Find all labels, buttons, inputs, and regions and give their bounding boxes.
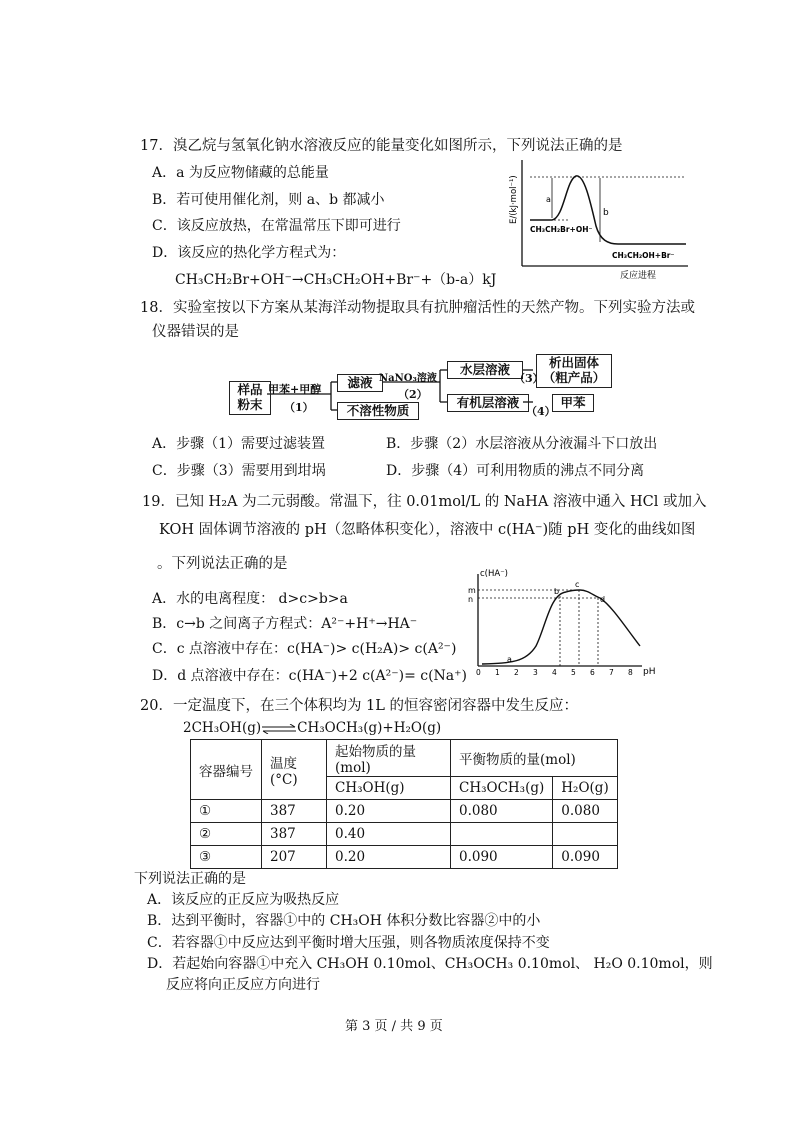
equilibrium-arrow-icon: [261, 724, 297, 734]
ph-tick-label: 5: [571, 668, 576, 677]
q20-option-d-cont: 反应将向正反应方向进行: [166, 977, 320, 993]
ph-tick-label: 7: [609, 668, 614, 677]
q20-option-c: C．若容器①中反应达到平衡时增大压强，则各物质浓度保持不变: [147, 935, 550, 951]
q20-option-d: D．若起始向容器①中充入 CH₃OH 0.10mol、CH₃OCH₃ 0.10mol、 H₂O 0.10mol，则: [147, 956, 713, 972]
cell: ②: [191, 823, 262, 846]
flow-solid-1: 析出固体: [548, 355, 599, 370]
table-row: [191, 800, 618, 823]
ph-tick-label: 8: [628, 668, 633, 677]
q17-option-b: B．若可使用催化剂，则 a、b 都减小: [152, 192, 385, 208]
q17-equation: CH₃CH₂Br+OH⁻→CH₃CH₂OH+Br⁻+（b-a）kJ: [175, 272, 497, 288]
cell: 387: [262, 823, 327, 846]
flow-step4: （4）: [526, 405, 556, 418]
q18-option-d: D．步骤（4）可利用物质的沸点不同分离: [386, 463, 645, 479]
q17-product: CH₃CH₂OH+Br⁻: [612, 251, 675, 260]
flow-aqueous: 水层溶液: [447, 361, 523, 379]
th-h2o: H₂O(g): [553, 777, 617, 800]
q17-option-a: A．a 为反应物储藏的总能量: [152, 165, 329, 181]
q17-ylabel: E/(kJ·mol⁻¹): [509, 175, 519, 224]
ph-tick-label: 2: [514, 668, 519, 677]
flow-reagent2: NaNO₃溶液: [379, 373, 437, 384]
q18-option-c: C．步骤（3）需要用到坩埚: [152, 463, 326, 479]
q17-option-d: D．该反应的热化学方程式为：: [152, 245, 346, 261]
th-ch3och3: CH₃OCH₃(g): [451, 777, 553, 800]
cell: 0.090: [553, 846, 617, 869]
th-temperature: 温度(°C): [262, 740, 327, 800]
table-row: [191, 846, 618, 869]
q17-energy-diagram: [508, 160, 690, 282]
ph-tick-label: 4: [552, 668, 557, 677]
flow-insoluble: 不溶性物质: [337, 402, 419, 420]
q19-point-d: d: [600, 595, 606, 604]
q18-option-b: B．步骤（2）水层溶液从分液漏斗下口放出: [386, 436, 658, 452]
flow-organic: 有机层溶液: [447, 394, 529, 412]
q20-reaction: [183, 720, 441, 736]
q20-option-b: B．达到平衡时，容器①中的 CH₃OH 体积分数比容器②中的小: [147, 913, 541, 929]
flow-step2: （2）: [398, 388, 428, 401]
q18-option-a: A．步骤（1）需要过滤装置: [152, 436, 326, 452]
q19-point-c: c: [575, 580, 580, 589]
q20-reaction-left: 2CH₃OH(g): [183, 720, 262, 736]
q19-ylabel: c(HA⁻): [480, 569, 508, 579]
q19-option-d: D．d 点溶液中存在：c(HA⁻)+2 c(A²⁻)= c(Na⁺): [152, 668, 468, 684]
q18-stem-line1: 18．实验室按以下方案从某海洋动物提取具有抗肿瘤活性的天然产物。下列实验方法或: [140, 300, 695, 316]
q19-point-b: b: [554, 587, 560, 596]
th-ch3oh: CH₃OH(g): [327, 777, 451, 800]
q20-stem: 20．一定温度下，在三个体积均为 1L 的恒容密闭容器中发生反应：: [140, 698, 579, 714]
flow-reagent1: 甲苯+甲醇: [268, 383, 322, 396]
q20-option-a: A．该反应的正反应为吸热反应: [147, 892, 340, 908]
ph-tick-label: 6: [590, 668, 595, 677]
th-container: 容器编号: [191, 740, 262, 800]
q20-table: [190, 739, 618, 869]
q17-reactant: CH₃CH₂Br+OH⁻: [530, 225, 593, 234]
q19-option-a: A．水的电离程度： d>c>b>a: [152, 591, 348, 607]
q17-option-c: C．该反应放热，在常温常压下即可进行: [152, 218, 401, 234]
q19-stem-line2: KOH 固体调节溶液的 pH（忽略体积变化），溶液中 c(HA⁻)随 pH 变化的曲线如图: [159, 522, 696, 538]
flow-step3: （3）: [514, 372, 544, 385]
q19-stem-line1: 19．已知 H₂A 为二元弱酸。常温下，往 0.01mol/L 的 NaHA 溶液中通入 HCl 或加入: [142, 494, 707, 510]
flow-filtrate: 滤液: [337, 374, 383, 392]
q19-label-m: m: [468, 586, 476, 595]
cell: ③: [191, 846, 262, 869]
cell: 387: [262, 800, 327, 823]
q18-stem-line2: 仪器错误的是: [152, 324, 239, 340]
ph-tick-label: 1: [495, 668, 500, 677]
q19-option-c: C．c 点溶液中存在：c(HA⁻)> c(H₂A)> c(A²⁻): [152, 641, 457, 657]
cell: ①: [191, 800, 262, 823]
cell: 0.20: [327, 846, 451, 869]
flow-step1: （1）: [284, 401, 314, 414]
flow-toluene: 甲苯: [552, 394, 594, 412]
cell: 207: [262, 846, 327, 869]
cell: 0.20: [327, 800, 451, 823]
flow-solid-2: （粗产品）: [542, 370, 606, 385]
table-row: [191, 823, 618, 846]
q19-xlabel: pH: [643, 667, 656, 677]
q17-stem: 17．溴乙烷与氢氧化钠水溶液反应的能量变化如图所示，下列说法正确的是: [140, 138, 623, 154]
q19-stem-line3: 。下列说法正确的是: [157, 556, 288, 572]
q20-reaction-right: CH₃OCH₃(g)+H₂O(g): [297, 720, 442, 736]
cell: 0.40: [327, 823, 451, 846]
q19-label-n: n: [468, 595, 474, 604]
cell: [451, 823, 553, 846]
th-equilibrium: 平衡物质的量(mol): [451, 740, 618, 777]
q17-label-b: b: [603, 208, 609, 218]
th-initial: 起始物质的量(mol): [327, 740, 451, 777]
ph-tick-label: 0: [476, 668, 481, 677]
flow-sample-2: 粉末: [237, 397, 263, 412]
cell: 0.080: [451, 800, 553, 823]
q19-point-a: a: [507, 655, 512, 664]
page-footer: 第 3 页 / 共 9 页: [345, 1019, 443, 1034]
q19-option-b: B．c→b 之间离子方程式：A²⁻+H⁺→HA⁻: [152, 616, 418, 632]
ph-tick-label: 3: [533, 668, 538, 677]
q20-lead: 下列说法正确的是: [134, 871, 246, 887]
cell: 0.090: [451, 846, 553, 869]
cell: [553, 823, 617, 846]
q17-xlabel: 反应进程: [620, 271, 657, 281]
q19-pH-curve: [462, 566, 662, 682]
q17-label-a: a: [546, 195, 551, 204]
cell: 0.080: [553, 800, 617, 823]
flow-sample-1: 样品: [237, 382, 263, 397]
